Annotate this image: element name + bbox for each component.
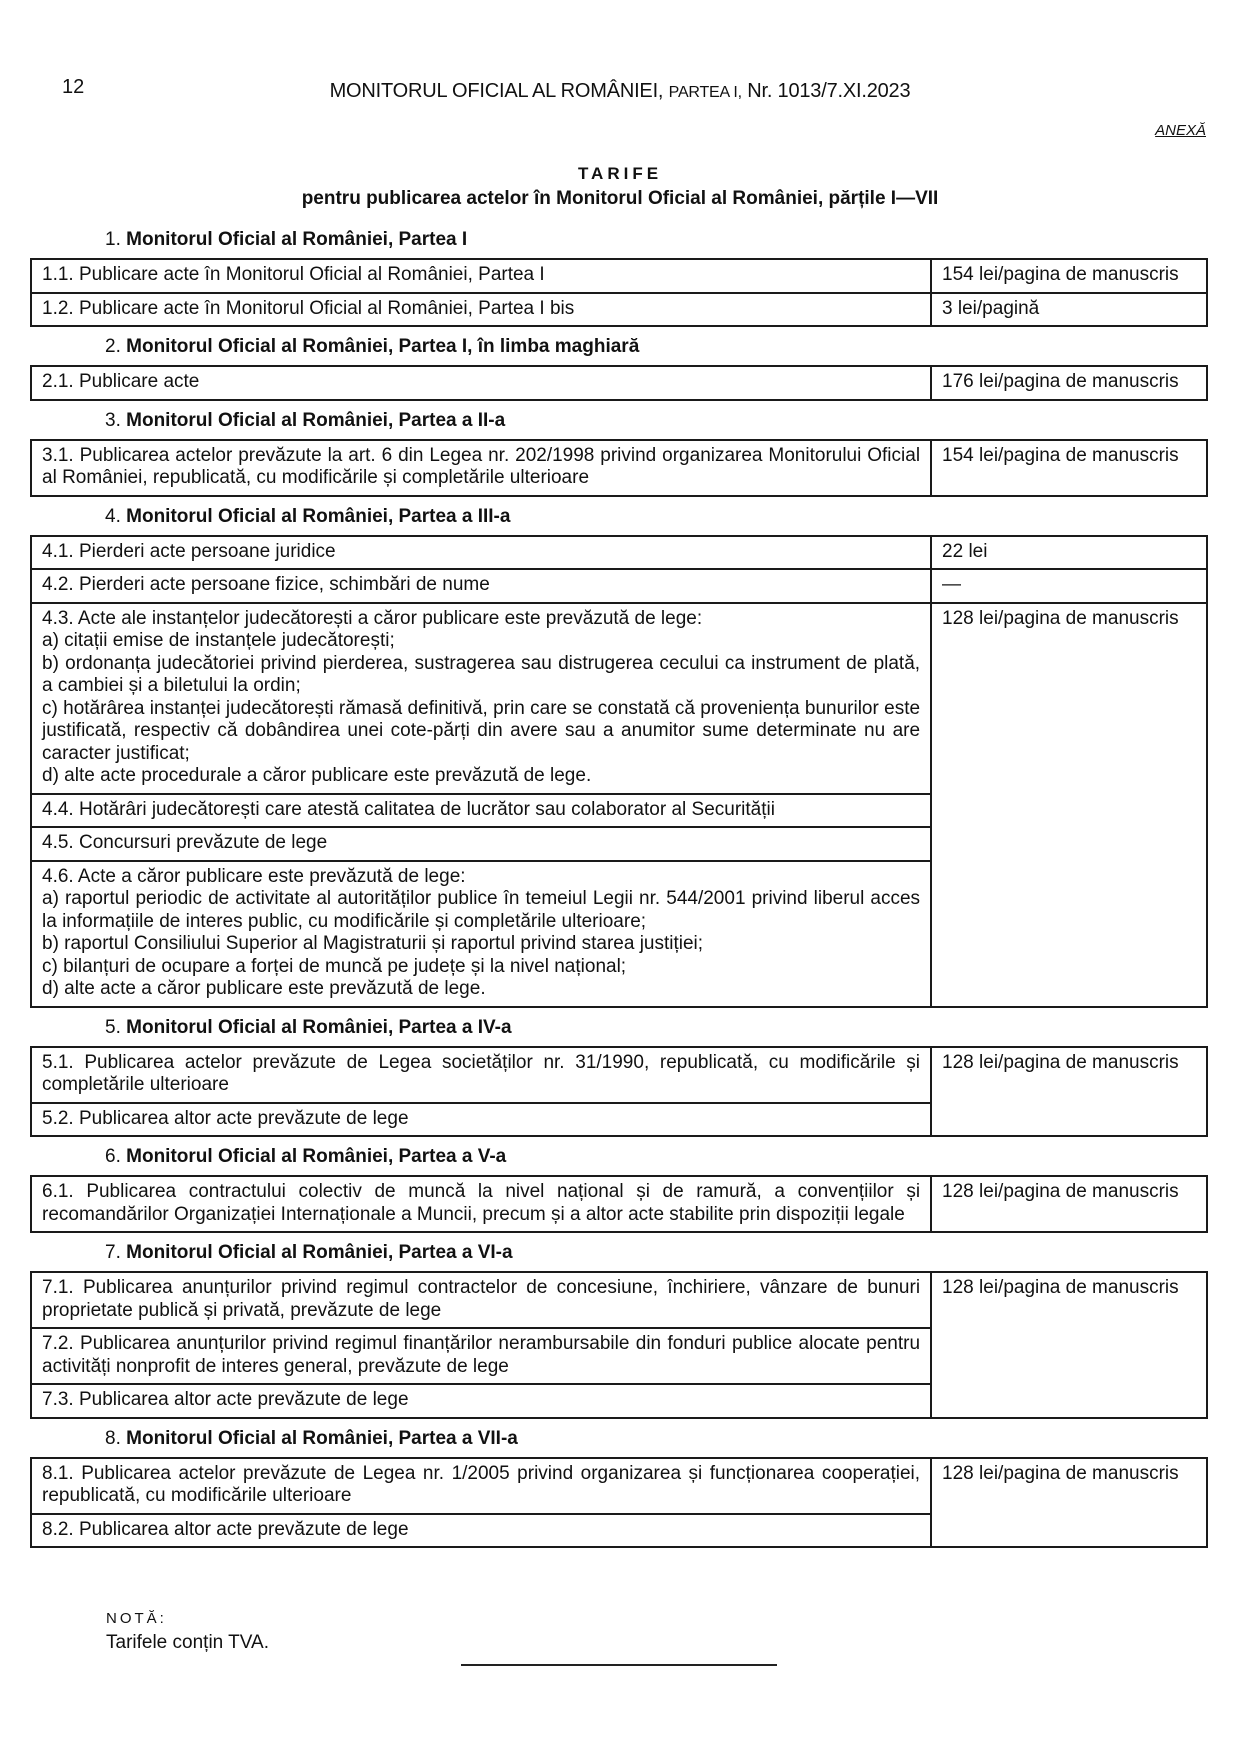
section-number: 3. (105, 409, 121, 431)
section-heading (30, 1145, 1208, 1175)
tariff-table (30, 258, 1208, 327)
item-price: 154 lei/pagina de manuscris (931, 440, 1207, 496)
item-subpoint: c) bilanțuri de ocupare a forței de muncă pe județe și la nivel național; (42, 955, 627, 977)
tariff-table (30, 439, 1208, 497)
item-subpoint: b) ordonanța judecătoriei privind pierderea, sustragerea sau distrugerea cecului ca instrument de plată, a cambiei și a biletului la ordin; (42, 652, 921, 696)
item-subpoint: d) alte acte procedurale a căror publicare este prevăzută de lege. (42, 765, 592, 786)
journal-title: MONITORUL OFICIAL AL ROMÂNIEI, (329, 80, 664, 102)
tariff-content (30, 226, 1208, 1556)
section-number: 7. (105, 1242, 121, 1263)
item-description: 1.2. Publicare acte în Monitorul Oficial al României, Partea I bis (31, 293, 931, 327)
section-number: 4. (105, 505, 121, 527)
item-description: 6.1. Publicarea contractului colectiv de muncă la nivel național și de ramură, a convențiilor și recomandărilor Organizației Internaționale a Muncii, precum și a altor acte stabilite prin dispoziții legale (31, 1176, 931, 1232)
item-description: 4.1. Pierderi acte persoane juridice (31, 536, 931, 570)
table-row (31, 1272, 1207, 1328)
section-title: Monitorul Oficial al României, Partea a III-a (126, 505, 511, 527)
item-description: 8.2. Publicarea altor acte prevăzute de lege (31, 1514, 931, 1548)
page-number: 12 (62, 76, 85, 98)
running-header (0, 80, 1240, 103)
note-label: NOTĂ: (106, 1610, 167, 1627)
section-heading (30, 228, 1208, 258)
annex-label: ANEXĂ (1155, 122, 1206, 139)
item-description: 8.1. Publicarea actelor prevăzute de Legea nr. 1/2005 privind organizarea și funcționarea cooperației, republicată, cu modificările ulterioare (31, 1458, 931, 1514)
journal-part: PARTEA I, (668, 84, 742, 101)
item-price: 176 lei/pagina de manuscris (931, 366, 1207, 400)
item-price: 154 lei/pagina de manuscris (931, 259, 1207, 293)
item-description: 7.1. Publicarea anunțurilor privind regimul contractelor de concesiune, închiriere, vânzare de bunuri proprietate publică și privată, prevăzute de lege (31, 1272, 931, 1328)
item-subpoint: a) citații emise de instanțele judecătorești; (42, 630, 395, 651)
item-price: 128 lei/pagina de manuscris (931, 1272, 1207, 1418)
section-title: Monitorul Oficial al României, Partea I, în limba maghiară (126, 336, 640, 357)
item-price: 22 lei (931, 536, 1207, 570)
section-number: 8. (105, 1427, 121, 1449)
item-price: 128 lei/pagina de manuscris (931, 1047, 1207, 1137)
item-description (31, 603, 931, 794)
table-row (31, 569, 1207, 603)
item-subpoint: d) alte acte a căror publicare este prevăzută de lege. (42, 978, 486, 999)
journal-issue: Nr. 1013/7.XI.2023 (747, 80, 911, 102)
table-row (31, 293, 1207, 327)
section-title: Monitorul Oficial al României, Partea a II-a (126, 409, 506, 431)
item-description: 4.2. Pierderi acte persoane fizice, schimbări de nume (31, 569, 931, 603)
document-subtitle: pentru publicarea actelor în Monitorul Oficial al României, părțile I—VII (301, 188, 939, 209)
item-description: 5.2. Publicarea altor acte prevăzute de lege (31, 1103, 931, 1137)
document-title: TARIFE (577, 164, 663, 183)
item-description: 5.1. Publicarea actelor prevăzute de Legea societăților nr. 31/1990, republicată, cu modificările și completările ulterioare (31, 1047, 931, 1103)
item-description: 3.1. Publicarea actelor prevăzute la art. 6 din Legea nr. 202/1998 privind organizarea Monitorului Oficial al României, republicată, cu modificările și completările ulterioare (31, 440, 931, 496)
item-price: 128 lei/pagina de manuscris (931, 1176, 1207, 1232)
tariff-table (30, 1271, 1208, 1419)
section-number: 2. (105, 336, 121, 357)
table-row (31, 440, 1207, 496)
table-row (31, 603, 1207, 794)
tariff-table (30, 1175, 1208, 1233)
section-title: Monitorul Oficial al României, Partea a V-a (126, 1146, 507, 1167)
item-price: 3 lei/pagină (931, 293, 1207, 327)
table-row (31, 1458, 1207, 1514)
item-subpoint: c) hotărârea instanței judecătorești rămasă definitivă, prin care se constată că proveniența bunurilor este justificată, respectiv că dobândirea unei cote-părți din avere sau a anumitor sume determinate nu are caracter justificat; (42, 697, 921, 764)
section-title: Monitorul Oficial al României, Partea a IV-a (126, 1016, 512, 1038)
table-row (31, 1176, 1207, 1232)
section-title: Monitorul Oficial al României, Partea a VII-a (126, 1427, 518, 1449)
section-heading (30, 409, 1208, 439)
item-subpoint: b) raportul Consiliului Superior al Magistraturii și raportul privind starea justiției; (42, 933, 704, 954)
item-description: 7.3. Publicarea altor acte prevăzute de lege (31, 1384, 931, 1418)
table-row (31, 366, 1207, 400)
item-description (31, 861, 931, 1007)
item-heading: 4.3. Acte ale instanțelor judecătorești a căror publicare este prevăzută de lege: (42, 607, 703, 629)
section-number: 6. (105, 1146, 121, 1167)
tariff-table (30, 1457, 1208, 1549)
table-row (31, 1047, 1207, 1103)
item-subpoint: a) raportul periodic de activitate al autorităților publice în temeiul Legii nr. 544/2001 privind liberul acces la informațiile de interes public, cu modificările și completările ulterioare; (42, 888, 921, 932)
item-description: 7.2. Publicarea anunțurilor privind regimul finanțărilor nerambursabile din fonduri publice alocate pentru activități nonprofit de interes general, prevăzute de lege (31, 1328, 931, 1384)
section-number: 5. (105, 1016, 121, 1038)
item-description: 4.5. Concursuri prevăzute de lege (31, 827, 931, 861)
item-description: 4.4. Hotărâri judecătorești care atestă calitatea de lucrător sau colaborator al Securității (31, 794, 931, 828)
end-divider (461, 1664, 777, 1666)
section-heading (30, 335, 1208, 365)
table-row (31, 536, 1207, 570)
section-heading (30, 1241, 1208, 1271)
item-price: — (931, 569, 1207, 603)
note-text: Tarifele conțin TVA. (106, 1632, 269, 1653)
section-heading (30, 1427, 1208, 1457)
item-price: 128 lei/pagina de manuscris (931, 1458, 1207, 1548)
tariff-table (30, 365, 1208, 401)
section-heading (30, 1016, 1208, 1046)
section-title: Monitorul Oficial al României, Partea I (126, 229, 468, 250)
section-number: 1. (105, 229, 121, 250)
item-heading: 4.6. Acte a căror publicare este prevăzută de lege: (42, 865, 466, 887)
item-description: 1.1. Publicare acte în Monitorul Oficial al României, Partea I (31, 259, 931, 293)
item-description: 2.1. Publicare acte (31, 366, 931, 400)
item-price: 128 lei/pagina de manuscris (931, 603, 1207, 1007)
section-heading (30, 505, 1208, 535)
tariff-table (30, 535, 1208, 1008)
table-row (31, 259, 1207, 293)
section-title: Monitorul Oficial al României, Partea a VI-a (126, 1242, 513, 1263)
tariff-table (30, 1046, 1208, 1138)
